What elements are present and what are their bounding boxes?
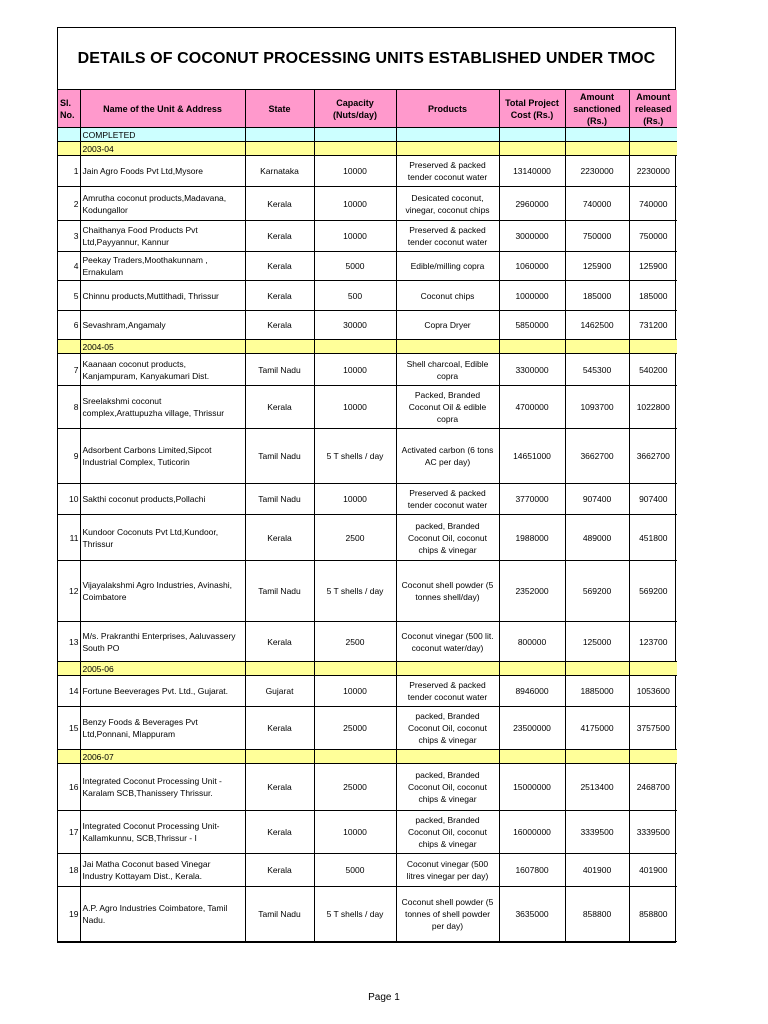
cell-state: Tamil Nadu (245, 887, 314, 942)
cell-sanctioned: 2513400 (565, 764, 629, 811)
cell-name: Jain Agro Foods Pvt Ltd,Mysore (80, 156, 245, 187)
section-cell (58, 128, 80, 142)
cell-name: Adsorbent Carbons Limited,Sipcot Industrial Complex, Tuticorin (80, 429, 245, 484)
cell-cost: 8946000 (499, 676, 565, 707)
year-cell (499, 340, 565, 354)
table-row (58, 187, 677, 221)
cell-sl: 3 (58, 221, 80, 252)
cell-name: Kaanaan coconut products, Kanjampuram, Kanyakumari Dist. (80, 354, 245, 386)
year-row (58, 662, 677, 676)
cell-products: Copra Dryer (396, 311, 499, 340)
header-name: Name of the Unit & Address (80, 90, 245, 128)
cell-released: 731200 (629, 311, 677, 340)
cell-products: Desicated coconut, vinegar, coconut chips (396, 187, 499, 221)
cell-released: 1053600 (629, 676, 677, 707)
table-row (58, 354, 677, 386)
cell-released: 125900 (629, 252, 677, 281)
cell-released: 401900 (629, 854, 677, 887)
year-cell (565, 340, 629, 354)
cell-capacity: 10000 (314, 221, 396, 252)
cell-state: Kerala (245, 187, 314, 221)
cell-cost: 2960000 (499, 187, 565, 221)
cell-state: Kerala (245, 764, 314, 811)
cell-capacity: 5 T shells / day (314, 429, 396, 484)
cell-sl: 11 (58, 515, 80, 561)
cell-products: Packed, Branded Coconut Oil & edible copra (396, 386, 499, 429)
cell-state: Kerala (245, 221, 314, 252)
section-cell (314, 128, 396, 142)
cell-sanctioned: 2230000 (565, 156, 629, 187)
table-body (58, 128, 677, 942)
year-cell (565, 662, 629, 676)
year-label: 2006-07 (80, 750, 245, 764)
cell-sanctioned: 185000 (565, 281, 629, 311)
cell-sl: 19 (58, 887, 80, 942)
cell-released: 540200 (629, 354, 677, 386)
cell-products: Preserved & packed tender coconut water (396, 221, 499, 252)
table-row (58, 252, 677, 281)
year-row (58, 340, 677, 354)
year-cell (314, 662, 396, 676)
cell-capacity: 10000 (314, 676, 396, 707)
table-row (58, 221, 677, 252)
cell-products: packed, Branded Coconut Oil, coconut chips & vinegar (396, 515, 499, 561)
year-cell (245, 662, 314, 676)
cell-capacity: 10000 (314, 811, 396, 854)
cell-sl: 8 (58, 386, 80, 429)
year-cell (396, 662, 499, 676)
section-cell (629, 128, 677, 142)
year-cell (58, 340, 80, 354)
cell-sanctioned: 740000 (565, 187, 629, 221)
cell-sanctioned: 125000 (565, 622, 629, 662)
year-cell (245, 750, 314, 764)
year-cell (245, 142, 314, 156)
year-cell (629, 750, 677, 764)
cell-state: Kerala (245, 281, 314, 311)
cell-sanctioned: 1093700 (565, 386, 629, 429)
table-row (58, 515, 677, 561)
year-cell (499, 142, 565, 156)
cell-released: 185000 (629, 281, 677, 311)
cell-capacity: 10000 (314, 156, 396, 187)
header-row (58, 90, 677, 128)
year-cell (245, 340, 314, 354)
cell-name: M/s. Prakranthi Enterprises, Aaluvassery South PO (80, 622, 245, 662)
cell-sl: 15 (58, 707, 80, 750)
cell-released: 451800 (629, 515, 677, 561)
year-cell (58, 662, 80, 676)
cell-name: Chinnu products,Muttithadi, Thrissur (80, 281, 245, 311)
cell-sl: 7 (58, 354, 80, 386)
cell-capacity: 10000 (314, 354, 396, 386)
cell-cost: 13140000 (499, 156, 565, 187)
cell-sanctioned: 401900 (565, 854, 629, 887)
cell-products: packed, Branded Coconut Oil, coconut chips & vinegar (396, 811, 499, 854)
cell-state: Kerala (245, 252, 314, 281)
cell-capacity: 10000 (314, 386, 396, 429)
cell-released: 858800 (629, 887, 677, 942)
table-row (58, 311, 677, 340)
year-label: 2005-06 (80, 662, 245, 676)
table-row (58, 764, 677, 811)
cell-released: 907400 (629, 484, 677, 515)
header-sl: Sl. No. (58, 90, 80, 128)
cell-sl: 9 (58, 429, 80, 484)
cell-sl: 13 (58, 622, 80, 662)
cell-cost: 2352000 (499, 561, 565, 622)
cell-sanctioned: 489000 (565, 515, 629, 561)
header-cost: Total Project Cost (Rs.) (499, 90, 565, 128)
cell-state: Tamil Nadu (245, 354, 314, 386)
section-label: COMPLETED (80, 128, 245, 142)
year-label: 2003-04 (80, 142, 245, 156)
cell-sl: 14 (58, 676, 80, 707)
table-row (58, 707, 677, 750)
cell-state: Kerala (245, 811, 314, 854)
cell-cost: 5850000 (499, 311, 565, 340)
cell-sanctioned: 1885000 (565, 676, 629, 707)
cell-products: packed, Branded Coconut Oil, coconut chips & vinegar (396, 707, 499, 750)
spreadsheet-page (57, 27, 676, 943)
cell-name: Amrutha coconut products,Madavana, Kodungallor (80, 187, 245, 221)
table-row (58, 429, 677, 484)
table-row (58, 561, 677, 622)
table-row (58, 854, 677, 887)
cell-products: Edible/milling copra (396, 252, 499, 281)
cell-released: 750000 (629, 221, 677, 252)
year-cell (314, 340, 396, 354)
cell-products: packed, Branded Coconut Oil, coconut chips & vinegar (396, 764, 499, 811)
year-cell (396, 750, 499, 764)
section-row (58, 128, 677, 142)
cell-state: Tamil Nadu (245, 484, 314, 515)
year-row (58, 750, 677, 764)
cell-capacity: 10000 (314, 484, 396, 515)
cell-sl: 18 (58, 854, 80, 887)
table-row (58, 622, 677, 662)
cell-released: 2230000 (629, 156, 677, 187)
cell-state: Tamil Nadu (245, 561, 314, 622)
section-cell (245, 128, 314, 142)
cell-products: Coconut vinegar (500 litres vinegar per day) (396, 854, 499, 887)
cell-cost: 1607800 (499, 854, 565, 887)
cell-name: Fortune Beeverages Pvt. Ltd., Gujarat. (80, 676, 245, 707)
table-row (58, 676, 677, 707)
cell-capacity: 10000 (314, 187, 396, 221)
cell-products: Coconut vinegar (500 lit. coconut water/day) (396, 622, 499, 662)
section-cell (396, 128, 499, 142)
cell-capacity: 30000 (314, 311, 396, 340)
cell-cost: 15000000 (499, 764, 565, 811)
cell-name: Jai Matha Coconut based Vinegar Industry Kottayam Dist., Kerala. (80, 854, 245, 887)
cell-name: Vijayalakshmi Agro Industries, Avinashi, Coimbatore (80, 561, 245, 622)
year-cell (314, 750, 396, 764)
year-cell (629, 662, 677, 676)
cell-capacity: 2500 (314, 515, 396, 561)
cell-released: 3662700 (629, 429, 677, 484)
table-row (58, 811, 677, 854)
cell-name: Kundoor Coconuts Pvt Ltd,Kundoor, Thrissur (80, 515, 245, 561)
year-cell (58, 142, 80, 156)
year-cell (565, 142, 629, 156)
cell-sanctioned: 1462500 (565, 311, 629, 340)
cell-state: Gujarat (245, 676, 314, 707)
cell-cost: 23500000 (499, 707, 565, 750)
header-state: State (245, 90, 314, 128)
year-cell (58, 750, 80, 764)
cell-state: Kerala (245, 515, 314, 561)
year-cell (314, 142, 396, 156)
table-row (58, 484, 677, 515)
cell-cost: 1060000 (499, 252, 565, 281)
table-row (58, 887, 677, 942)
cell-name: Integrated Coconut Processing Unit- Kallamkunnu, SCB,Thrissur - I (80, 811, 245, 854)
cell-sl: 10 (58, 484, 80, 515)
cell-capacity: 2500 (314, 622, 396, 662)
cell-sanctioned: 3339500 (565, 811, 629, 854)
year-cell (499, 662, 565, 676)
cell-sl: 1 (58, 156, 80, 187)
year-cell (396, 142, 499, 156)
cell-state: Kerala (245, 854, 314, 887)
cell-capacity: 5000 (314, 854, 396, 887)
cell-cost: 3635000 (499, 887, 565, 942)
cell-capacity: 25000 (314, 707, 396, 750)
page-number: Page 1 (368, 992, 400, 1003)
section-cell (565, 128, 629, 142)
cell-sanctioned: 4175000 (565, 707, 629, 750)
table-row (58, 386, 677, 429)
table-row (58, 156, 677, 187)
cell-cost: 3300000 (499, 354, 565, 386)
cell-capacity: 500 (314, 281, 396, 311)
cell-products: Coconut shell powder (5 tonnes of shell powder per day) (396, 887, 499, 942)
cell-name: Integrated Coconut Processing Unit - Karalam SCB,Thanissery Thrissur. (80, 764, 245, 811)
year-row (58, 142, 677, 156)
cell-capacity: 5 T shells / day (314, 887, 396, 942)
cell-sl: 12 (58, 561, 80, 622)
cell-released: 569200 (629, 561, 677, 622)
cell-products: Preserved & packed tender coconut water (396, 676, 499, 707)
cell-capacity: 5 T shells / day (314, 561, 396, 622)
year-cell (396, 340, 499, 354)
section-cell (499, 128, 565, 142)
year-label: 2004-05 (80, 340, 245, 354)
cell-products: Preserved & packed tender coconut water (396, 156, 499, 187)
cell-state: Kerala (245, 707, 314, 750)
cell-capacity: 25000 (314, 764, 396, 811)
cell-state: Kerala (245, 311, 314, 340)
cell-products: Preserved & packed tender coconut water (396, 484, 499, 515)
year-cell (499, 750, 565, 764)
cell-state: Kerala (245, 622, 314, 662)
cell-sanctioned: 858800 (565, 887, 629, 942)
cell-released: 3757500 (629, 707, 677, 750)
cell-cost: 800000 (499, 622, 565, 662)
cell-state: Karnataka (245, 156, 314, 187)
cell-released: 123700 (629, 622, 677, 662)
cell-name: Sakthi coconut products,Pollachi (80, 484, 245, 515)
cell-name: Peekay Traders,Moothakunnam , Ernakulam (80, 252, 245, 281)
cell-products: Activated carbon (6 tons AC per day) (396, 429, 499, 484)
cell-released: 740000 (629, 187, 677, 221)
cell-state: Kerala (245, 386, 314, 429)
cell-name: Benzy Foods & Beverages Pvt Ltd,Ponnani, Mlappuram (80, 707, 245, 750)
cell-sl: 6 (58, 311, 80, 340)
cell-sl: 16 (58, 764, 80, 811)
year-cell (629, 340, 677, 354)
cell-sanctioned: 125900 (565, 252, 629, 281)
cell-cost: 1000000 (499, 281, 565, 311)
header-sanctioned: Amount sanctioned (Rs.) (565, 90, 629, 128)
cell-sanctioned: 907400 (565, 484, 629, 515)
cell-sanctioned: 3662700 (565, 429, 629, 484)
cell-sl: 5 (58, 281, 80, 311)
header-released: Amount released (Rs.) (629, 90, 677, 128)
cell-products: Coconut chips (396, 281, 499, 311)
cell-name: Sreelakshmi coconut complex,Arattupuzha village, Thrissur (80, 386, 245, 429)
cell-sl: 4 (58, 252, 80, 281)
year-cell (629, 142, 677, 156)
cell-released: 1022800 (629, 386, 677, 429)
cell-state: Tamil Nadu (245, 429, 314, 484)
cell-cost: 3000000 (499, 221, 565, 252)
header-capacity: Capacity (Nuts/day) (314, 90, 396, 128)
cell-cost: 3770000 (499, 484, 565, 515)
cell-sanctioned: 750000 (565, 221, 629, 252)
cell-cost: 14651000 (499, 429, 565, 484)
cell-sl: 17 (58, 811, 80, 854)
cell-cost: 4700000 (499, 386, 565, 429)
cell-sanctioned: 569200 (565, 561, 629, 622)
cell-name: A.P. Agro Industries Coimbatore, Tamil Nadu. (80, 887, 245, 942)
page-title: DETAILS OF COCONUT PROCESSING UNITS ESTABLISHED UNDER TMOC (58, 28, 675, 90)
cell-cost: 16000000 (499, 811, 565, 854)
table-row (58, 281, 677, 311)
cell-capacity: 5000 (314, 252, 396, 281)
cell-sanctioned: 545300 (565, 354, 629, 386)
cell-cost: 1988000 (499, 515, 565, 561)
cell-products: Shell charcoal, Edible copra (396, 354, 499, 386)
cell-released: 2468700 (629, 764, 677, 811)
year-cell (565, 750, 629, 764)
header-products: Products (396, 90, 499, 128)
units-table (58, 90, 677, 942)
cell-released: 3339500 (629, 811, 677, 854)
cell-name: Chaithanya Food Products Pvt Ltd,Payyannur, Kannur (80, 221, 245, 252)
cell-name: Sevashram,Angamaly (80, 311, 245, 340)
cell-products: Coconut shell powder (5 tonnes shell/day) (396, 561, 499, 622)
cell-sl: 2 (58, 187, 80, 221)
